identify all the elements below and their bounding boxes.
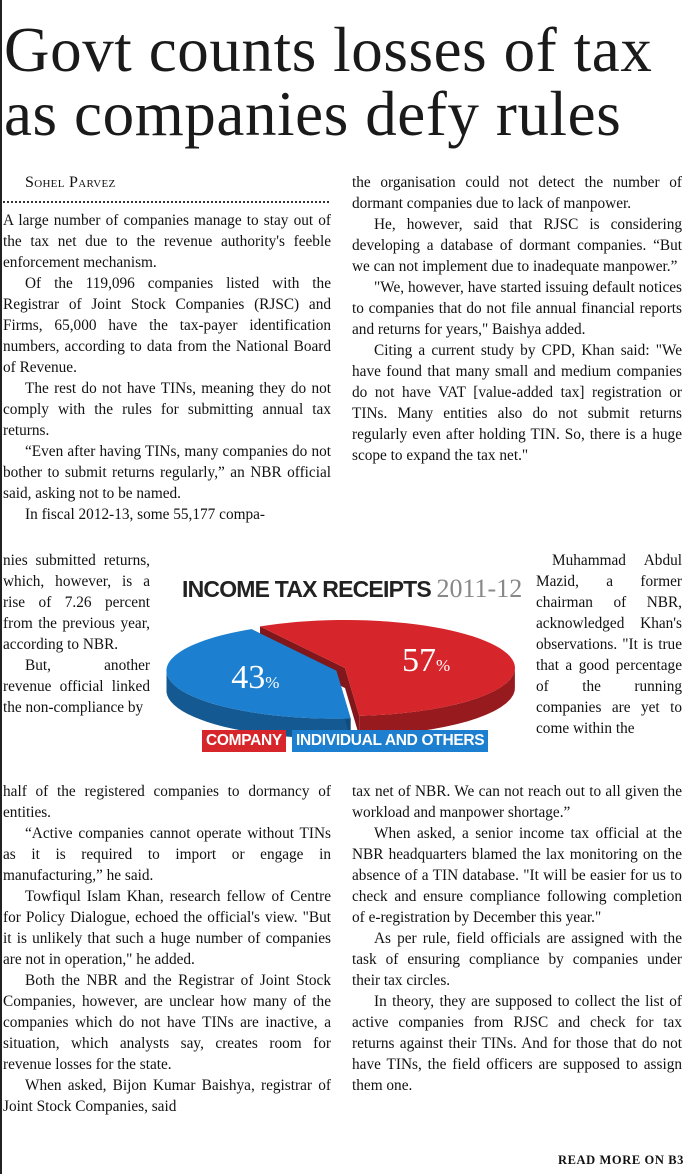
column-1-chart-wrap <box>3 550 150 718</box>
chart-subtitle: 2011-12 <box>436 574 523 603</box>
paragraph: “Active companies cannot operate without TINs as it is required to import or engage in manufacturing,” he said. <box>3 825 331 884</box>
paragraph: tax net of NBR. We can not reach out to all given the workload and manpower shortage.” <box>352 783 682 821</box>
paragraph: Citing a current study by CPD, Khan said: "We have found that many small and medium companies do not have VAT [value-added tax] registration or TINs. Many entities also do not submit returns regularly even after holding TIN. So, there is a huge scope to expand the tax net." <box>352 342 682 464</box>
legend-company: COMPANY <box>202 730 286 752</box>
headline: Govt counts losses of tax as companies defy rules <box>4 15 653 149</box>
left-border-rule <box>0 0 2 1174</box>
legend-individual-and-others: INDIVIDUAL AND OTHERS <box>292 730 488 752</box>
column-2-lower <box>352 781 682 1096</box>
paragraph: When asked, Bijon Kumar Baishya, registrar of Joint Stock Companies, said <box>3 1077 331 1115</box>
paragraph: A large number of companies manage to stay out of the tax net due to the revenue authority's feeble enforcement mechanism. <box>3 212 331 271</box>
byline: Sohel Parvez <box>25 174 116 191</box>
pie-label-unit-0: % <box>436 655 451 675</box>
pie-label-unit-1: % <box>265 672 280 692</box>
paragraph: half of the registered companies to dormancy of entities. <box>3 783 331 821</box>
paragraph: The rest do not have TINs, meaning they do not comply with the rules for submitting annual tax returns. <box>3 380 331 439</box>
paragraph: Towfiqul Islam Khan, research fellow of Centre for Policy Dialogue, echoed the official's view. "But it is unlikely that such a huge number of companies are not in operation," he added. <box>3 888 331 968</box>
paragraph: “Even after having TINs, many companies do not bother to submit returns regularly,” an NBR official said, asking not to be named. <box>3 443 331 502</box>
paragraph: nies submitted returns, which, however, is a rise of 7.26 percent from the previous year, according to NBR. <box>3 552 150 653</box>
paragraph: the organisation could not detect the number of dormant companies due to lack of manpower. <box>352 174 682 212</box>
paragraph: In theory, they are supposed to collect the list of active companies from RJSC and check for tax returns against their TINs. And for those that do not have TINs, the field officers are supposed to assign them one. <box>352 993 682 1094</box>
column-1-lower <box>3 781 331 1117</box>
paragraph: Both the NBR and the Registrar of Joint Stock Companies, however, are unclear how many of the companies which do not have TINs are inactive, a situation, which analysts say, creates room for revenue losses for the state. <box>3 972 331 1073</box>
income-tax-pie-chart <box>160 568 530 758</box>
pie-label-0: 57% <box>402 641 451 679</box>
column-2-chart-wrap <box>536 550 682 739</box>
paragraph: "We, however, have started issuing default notices to companies that do not file annual financial reports and returns for years," Baishya added. <box>352 279 682 338</box>
paragraph: Muhammad Abdul Mazid, a former chairman of NBR, acknowledged Khan's observations. "It is true that a good percentage of the running companies are yet to come within the <box>536 552 682 737</box>
paragraph: Of the 119,096 companies listed with the Registrar of Joint Stock Companies (RJSC) and Firms, 65,000 have the tax-payer identification numbers, according to data from the National Board of Revenue. <box>3 275 331 376</box>
pie-label-1: 43% <box>231 658 280 696</box>
paragraph: He, however, said that RJSC is considering developing a database of dormant companies. “But we can not implement due to inadequate manpower.” <box>352 216 682 275</box>
column-1 <box>3 172 331 525</box>
paragraph: But, another revenue official linked the non-compliance by <box>3 657 150 716</box>
paragraph: In fiscal 2012-13, some 55,177 compa- <box>25 506 266 523</box>
byline-divider <box>3 193 329 203</box>
paragraph: As per rule, field officials are assigned with the task of ensuring compliance by companies under their tax circles. <box>352 930 682 989</box>
chart-title-text: INCOME TAX RECEIPTS <box>182 576 431 602</box>
column-2 <box>352 172 682 466</box>
read-more-link[interactable]: READ MORE ON B3 <box>557 1153 684 1167</box>
paragraph: When asked, a senior income tax official at the NBR headquarters blamed the lax monitoring on the absence of a TIN database. "It will be easier for us to check and ensure compliance following completion of e-registration by December this year." <box>352 825 682 926</box>
